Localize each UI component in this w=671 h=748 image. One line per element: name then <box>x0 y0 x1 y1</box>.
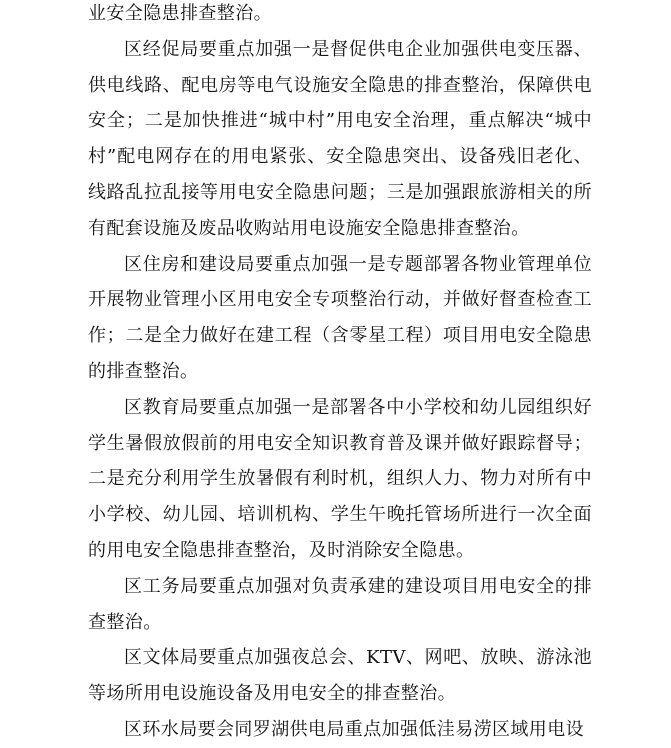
paragraph-environment-water-bureau: 区环水局要会同罗湖供电局重点加强低洼易涝区域用电设 <box>124 718 584 740</box>
paragraph-education-bureau: 区教育局要重点加强一是部署各中小学校和幼儿园组织好学生暑假放假前的用电安全知识教育普及课并做好跟踪督导；二是充分利用学生放暑假有利时机，组织人力、物力对所有中小学校、幼儿园、培训机构、学生午晚托管场所进行一次全面的用电安全隐患排查整治，及时消除安全隐患。 <box>88 396 592 561</box>
paragraph-culture-sports-bureau: 区文体局要重点加强夜总会、KTV、网吧、放映、游泳池等场所用电设施设备及用电安全的排查整治。 <box>88 647 592 705</box>
paragraph-public-works-bureau: 区工务局要重点加强对负责承建的建设项目用电安全的排查整治。 <box>88 575 592 633</box>
paragraph-housing-bureau: 区住房和建设局要重点加强一是专题部署各物业管理单位开展物业管理小区用电安全专项整治行动，并做好督查检查工作；二是全力做好在建工程（含零星工程）项目用电安全隐患的排查整治。 <box>88 253 592 382</box>
document-body <box>88 0 592 748</box>
paragraph-continuation: 业安全隐患排查整治。 <box>88 3 272 24</box>
paragraph-economic-bureau: 区经促局要重点加强一是督促供电企业加强供电变压器、供电线路、配电房等电气设施安全隐患的排查整治，保障供电安全；二是加快推进“城中村”用电安全治理，重点解决“城中村”配电网存在的用电紧张、安全隐患突出、设备残旧老化、线路乱拉乱接等用电安全隐患问题；三是加强跟旅游相关的所有配套设施及废品收购站用电设施安全隐患排查整治。 <box>88 38 592 239</box>
